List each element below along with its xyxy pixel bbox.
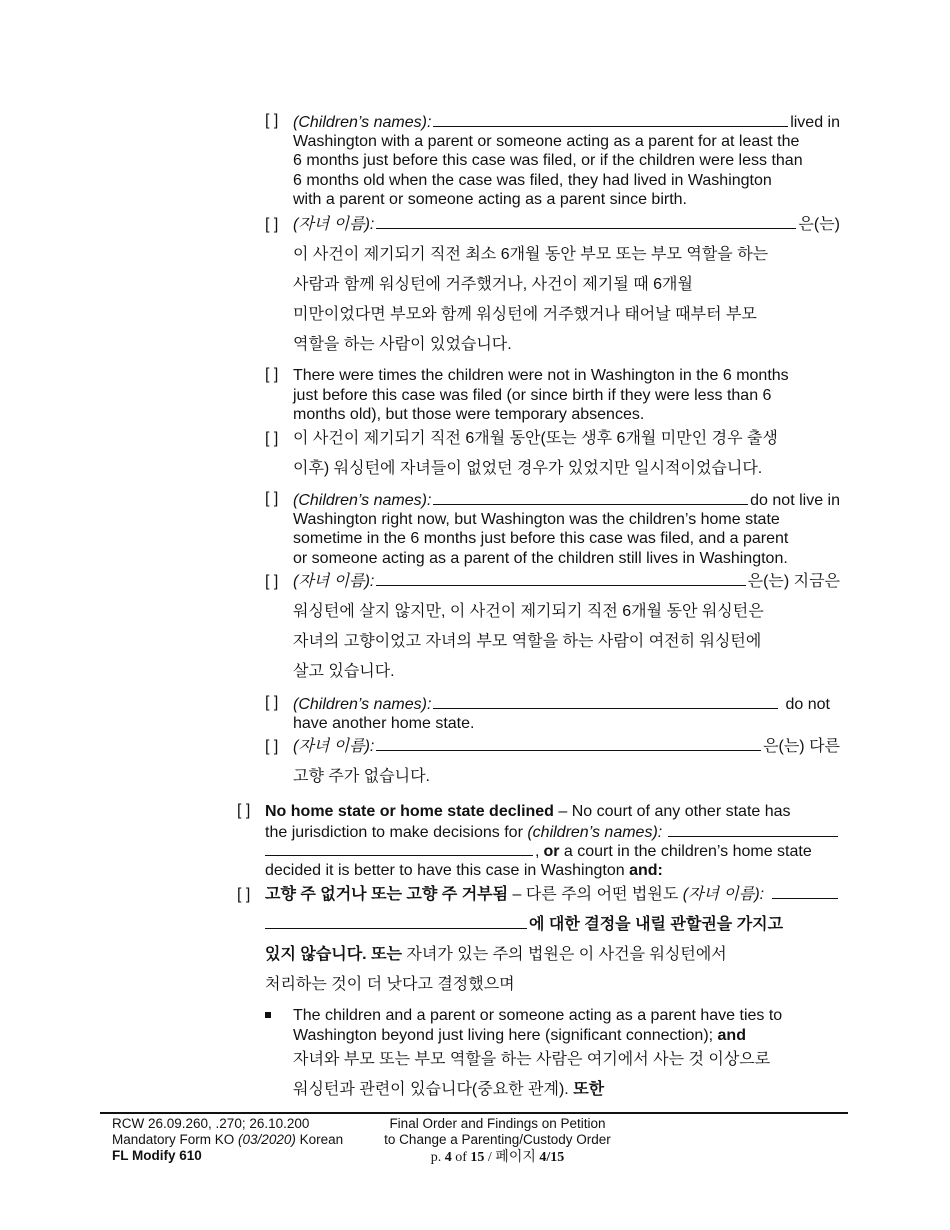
text: 이후) 워싱턴에 자녀들이 없었던 경우가 있었지만 일시적이었습니다. [293, 460, 763, 477]
checkbox[interactable]: [ ] [265, 490, 279, 507]
option-former-home-state [265, 490, 840, 568]
checkbox[interactable]: [ ] [265, 573, 279, 590]
checkbox[interactable]: [ ] [265, 112, 279, 129]
field-label: (자녀 이름): [293, 573, 375, 590]
checkbox[interactable]: [ ] [265, 216, 279, 233]
field-label: (자녀 이름): [682, 886, 765, 903]
rcw-citation: RCW 26.09.260, .270; 26.10.200 [112, 1116, 310, 1131]
text: and: [629, 861, 663, 879]
text: – 다른 주의 어떤 법원도 [508, 886, 683, 903]
text: or someone acting as a parent of the children still lives in Washington. [293, 549, 788, 567]
option-no-other-home-state [265, 694, 840, 733]
text: just before this case was filed (or since birth if they were less than 6 [293, 386, 772, 404]
text: 자녀의 고향이었고 자녀의 부모 역할을 하는 사람이 여전히 워싱턴에 [293, 633, 762, 650]
form-date: (03/2020) [238, 1132, 296, 1147]
checkbox[interactable]: [ ] [237, 886, 251, 903]
footer-left [112, 1116, 343, 1164]
text: 있지 않습니다. 또는 [265, 946, 402, 963]
text: 은(는) [798, 216, 840, 233]
form-title: Final Order and Findings on Petition [389, 1116, 606, 1131]
text: Washington with a parent or someone acting as a parent for at least the [293, 132, 800, 150]
text: 워싱턴에 살지 않지만, 이 사건이 제기되기 직전 6개월 동안 워싱턴은 [293, 603, 764, 620]
page-number [380, 1150, 615, 1166]
text: months old), but those were temporary absences. [293, 406, 645, 423]
text: 자녀와 부모 또는 부모 역할을 하는 사람은 여기에서 사는 것 이상으로 [293, 1051, 771, 1068]
text: 자녀가 있는 주의 법원은 이 사건을 워싱턴에서 [401, 946, 727, 963]
option-title: No home state or home state declined [265, 803, 554, 820]
text: Mandatory Form KO [112, 1132, 239, 1147]
text: do not [785, 696, 830, 713]
text: 이 사건이 제기되기 직전 최소 6개월 동안 부모 또는 부모 역할을 하는 [293, 246, 769, 263]
text: 6 months just before this case was filed, or if the children were less than [293, 152, 803, 169]
field-label: (자녀 이름): [293, 738, 375, 755]
checkbox[interactable]: [ ] [265, 366, 279, 383]
option-lived-in-washington [265, 112, 840, 210]
text: 6 months old when the case was filed, they had lived in Washington [293, 171, 772, 189]
text: 역할을 하는 사람이 있었습니다. [293, 336, 512, 353]
children-names-field[interactable] [433, 694, 777, 709]
checkbox[interactable]: [ ] [265, 694, 279, 711]
form-title: to Change a Parenting/Custody Order [384, 1132, 611, 1147]
text: the jurisdiction to make decisions for [265, 823, 528, 841]
option-title: 고향 주 없거나 또는 고향 주 거부됨 [265, 886, 509, 903]
option-no-home-state [237, 802, 840, 880]
text: 사람과 함께 워싱턴에 거주했거나, 사건이 제기될 때 6개월 [293, 276, 693, 293]
form-info [112, 1132, 343, 1148]
text: , [535, 843, 540, 860]
text: have another home state. [293, 714, 475, 732]
bullet-icon [265, 1012, 271, 1018]
children-names-field[interactable] [376, 571, 745, 586]
field-label: (Children’s names): [293, 696, 432, 713]
text: Washington beyond just living here (significant connection); [293, 1026, 718, 1044]
text: 에 대한 결정을 내릴 관할권을 가지고 [529, 916, 784, 933]
text: There were times the children were not in Washington in the 6 months [293, 367, 789, 384]
children-names-field[interactable] [376, 214, 796, 229]
text: 또한 [573, 1081, 605, 1098]
text: – No court of any other state has [553, 803, 791, 820]
option-lived-in-washington-ko [265, 210, 840, 360]
form-id: FL Modify 610 [112, 1148, 202, 1163]
text: 은(는) 지금은 [747, 573, 840, 590]
checkbox[interactable]: [ ] [265, 430, 279, 447]
text: Washington right now, but Washington was the children’s home state [293, 510, 780, 528]
significant-connection-bullet [265, 1006, 840, 1105]
text: 은(는) 다른 [763, 738, 840, 755]
text: and [717, 1026, 746, 1044]
text: 살고 있습니다. [293, 663, 395, 680]
text: do not live in [750, 492, 840, 509]
children-names-field[interactable] [433, 112, 788, 127]
children-names-field-continued[interactable] [265, 841, 533, 856]
text: 15 [470, 1150, 485, 1165]
checkbox[interactable]: [ ] [237, 802, 251, 819]
children-names-field[interactable] [772, 884, 838, 899]
text: p. [430, 1150, 445, 1165]
children-names-field[interactable] [433, 490, 748, 505]
children-names-field[interactable] [668, 822, 838, 837]
text: 4/15 [539, 1150, 565, 1165]
text: lived in [790, 114, 840, 131]
text: 고향 주가 없습니다. [293, 768, 430, 785]
field-label: (Children’s names): [293, 492, 432, 509]
children-names-field[interactable] [376, 736, 761, 751]
text: 미만이었다면 부모와 함께 워싱턴에 거주했거나 태어날 때부터 부모 [293, 306, 757, 323]
text: The children and a parent or someone acting as a parent have ties to [293, 1007, 783, 1024]
text: decided it is better to have this case in Washington [265, 861, 630, 879]
option-former-home-state-ko [265, 567, 840, 687]
text: or [543, 843, 560, 860]
children-names-field-continued[interactable] [265, 914, 527, 929]
text: sometime in the 6 months just before this case was filed, and a parent [293, 530, 789, 547]
option-temporary-absences-ko [265, 424, 840, 484]
text: of [451, 1150, 471, 1165]
text: / 페이지 [484, 1150, 540, 1165]
text: Korean [295, 1132, 344, 1147]
text: with a parent or someone acting as a parent since birth. [293, 191, 687, 208]
text: 이 사건이 제기되기 직전 6개월 동안(또는 생후 6개월 미만인 경우 출생 [293, 430, 778, 447]
text: a court in the children’s home state [559, 843, 812, 860]
text: 처리하는 것이 더 낫다고 결정했으며 [265, 976, 515, 993]
footer-center [380, 1116, 615, 1166]
field-label: (자녀 이름): [293, 216, 375, 233]
text: 4 [444, 1150, 452, 1165]
option-temporary-absences [265, 366, 840, 425]
option-no-home-state-ko [237, 880, 840, 1000]
field-label: (Children’s names): [293, 114, 432, 131]
field-label: (children’s names): [527, 823, 663, 841]
option-no-other-home-state-ko [265, 732, 840, 792]
checkbox[interactable]: [ ] [265, 738, 279, 755]
text: 워싱턴과 관련이 있습니다(중요한 관계). [293, 1081, 574, 1098]
footer-divider [100, 1112, 848, 1114]
